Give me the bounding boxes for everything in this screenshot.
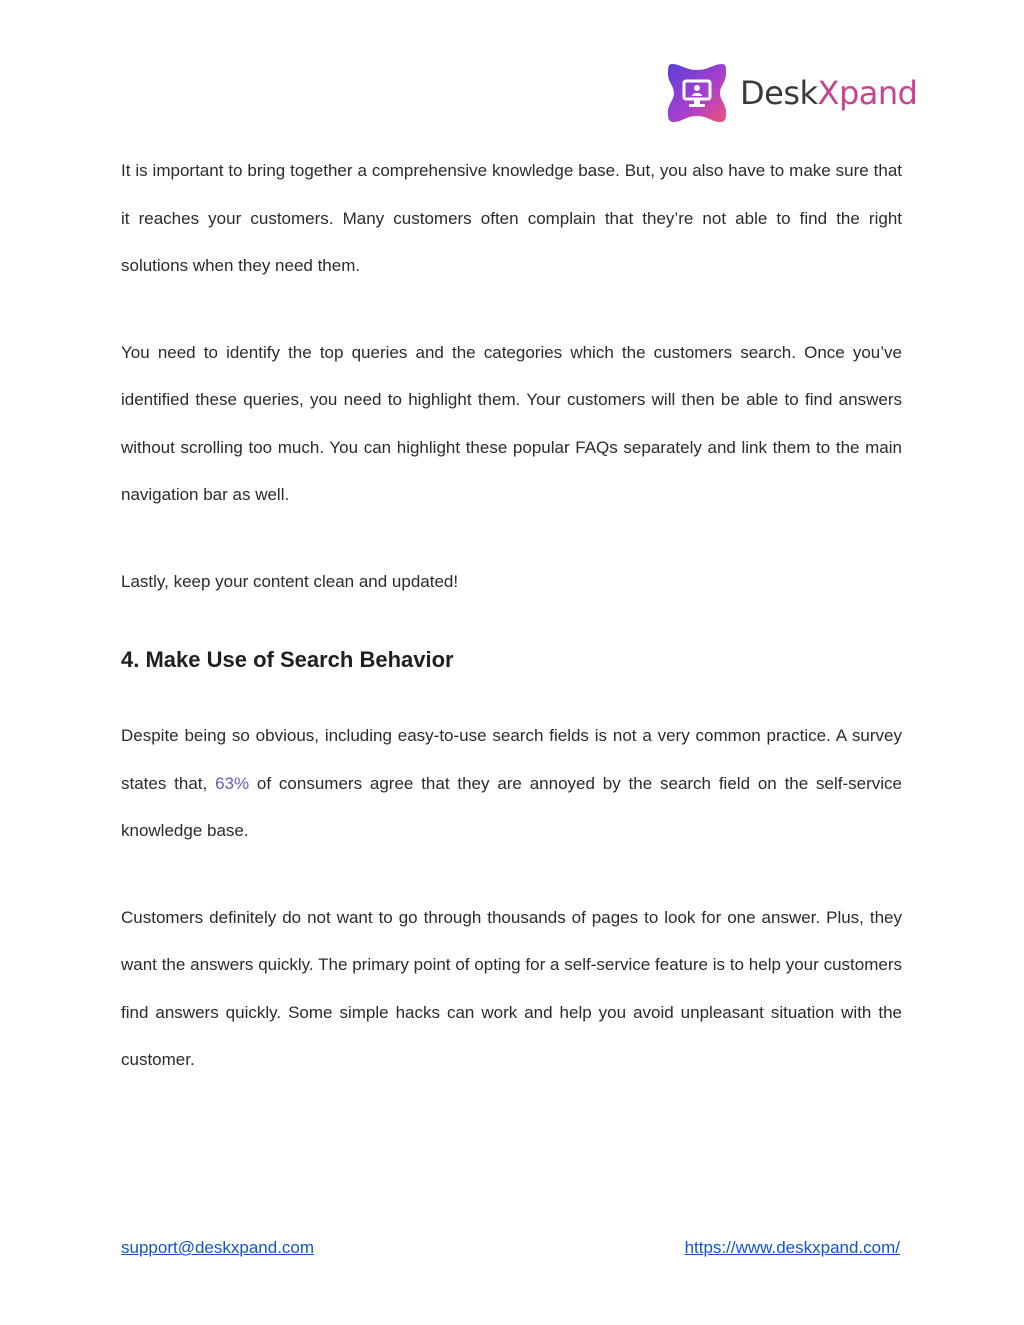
brand-name (740, 74, 918, 112)
support-email-link[interactable]: support@deskxpand.com (121, 1238, 315, 1257)
monitor-icon (664, 60, 730, 126)
document-body (121, 147, 902, 1084)
brand-logo (664, 60, 917, 126)
website-link[interactable]: https://www.deskxpand.com/ (684, 1238, 900, 1257)
paragraph-top-queries: You need to identify the top queries and the categories which the customers search. Once you’ve identified these queries, you need to highlight them. Your customers will then be able to find answers without scrolling too much. You can highlight these popular FAQs separately and link them to the main navigation bar as well. (121, 342, 902, 504)
paragraph-knowledge-base: It is important to bring together a comprehensive knowledge base. But, you also have to make sure that it reaches your customers. Many customers often complain that they’re not able to find the right solutions when they need them. (121, 161, 902, 275)
paragraph-customer-answers: Customers definitely do not want to go through thousands of pages to look for one answer. Plus, they want the answers quickly. The primary point of opting for a self-service feature is to help your customers find answers quickly. Some simple hacks can work and help you avoid unpleasant situation with the customer. (121, 907, 902, 1070)
brand-name-part1: Desk (740, 74, 818, 112)
brand-name-part2: Xpand (817, 74, 918, 112)
paragraph-clean-content: Lastly, keep your content clean and updated! (121, 571, 459, 591)
paragraph-search-fields (121, 712, 902, 855)
section-heading: 4. Make Use of Search Behavior (121, 647, 454, 672)
paragraph-search-fields-end: of consumers agree that they are annoyed by the search field on the self-service knowledge base. (121, 773, 902, 841)
paragraph-search-fields-start: Despite being so obvious, including easy-to-use search fields is not a very common practice. A survey states that, (121, 726, 902, 793)
survey-stat-link[interactable]: 63% (215, 773, 250, 793)
